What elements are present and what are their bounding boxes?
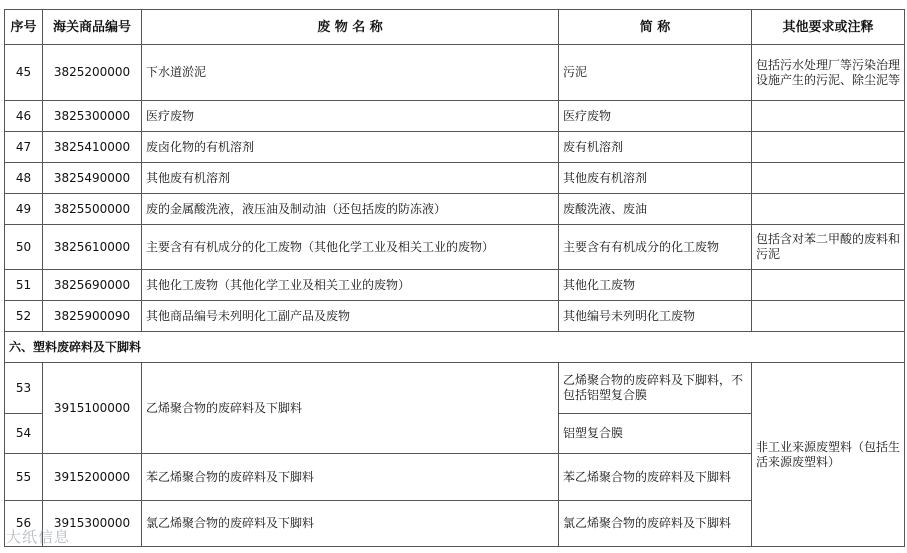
row-name: 废卤化物的有机溶剂 [142, 132, 559, 163]
row-name: 其他化工废物（其他化学工业及相关工业的废物） [142, 270, 559, 301]
row-seq: 50 [5, 225, 43, 270]
row-seq: 51 [5, 270, 43, 301]
table-row [5, 132, 905, 163]
row-other [752, 301, 905, 332]
row-code: 3825500000 [43, 194, 142, 225]
section-row [5, 332, 905, 363]
row-name: 废的金属酸洗液，液压油及制动油（还包括废的防冻液） [142, 194, 559, 225]
table-row [5, 45, 905, 101]
row-name: 乙烯聚合物的废碎料及下脚料 [142, 363, 559, 454]
row-name: 氯乙烯聚合物的废碎料及下脚料 [142, 501, 559, 547]
row-seq: 48 [5, 163, 43, 194]
row-other [752, 132, 905, 163]
row-other [752, 163, 905, 194]
row-code: 3825410000 [43, 132, 142, 163]
row-code: 3825490000 [43, 163, 142, 194]
row-seq: 55 [5, 454, 43, 501]
row-other: 包括含对苯二甲酸的废料和污泥 [752, 225, 905, 270]
row-name: 医疗废物 [142, 101, 559, 132]
header-short: 简 称 [559, 10, 752, 45]
row-code: 3915100000 [43, 363, 142, 454]
table-row [5, 163, 905, 194]
header-seq: 序号 [5, 10, 43, 45]
row-seq: 52 [5, 301, 43, 332]
row-code: 3825300000 [43, 101, 142, 132]
row-code: 3915300000 [43, 501, 142, 547]
row-seq: 53 [5, 363, 43, 414]
row-seq: 47 [5, 132, 43, 163]
table-row [5, 101, 905, 132]
table-row [5, 194, 905, 225]
header-row [5, 10, 905, 45]
table-row [5, 270, 905, 301]
row-name: 主要含有有机成分的化工废物（其他化学工业及相关工业的废物） [142, 225, 559, 270]
table-row [5, 225, 905, 270]
row-other [752, 101, 905, 132]
header-code: 海关商品编号 [43, 10, 142, 45]
row-name: 其他废有机溶剂 [142, 163, 559, 194]
row-other [752, 194, 905, 225]
row-short: 其他废有机溶剂 [559, 163, 752, 194]
row-name: 下水道淤泥 [142, 45, 559, 101]
row-code: 3915200000 [43, 454, 142, 501]
row-short: 废酸洗液、废油 [559, 194, 752, 225]
row-short: 乙烯聚合物的废碎料及下脚料，不包括铝塑复合膜 [559, 363, 752, 414]
row-short: 其他编号未列明化工废物 [559, 301, 752, 332]
row-other: 非工业来源废塑料（包括生活来源废塑料） [752, 363, 905, 547]
table-row [5, 301, 905, 332]
waste-table [4, 9, 905, 547]
row-code: 3825610000 [43, 225, 142, 270]
row-code: 3825900090 [43, 301, 142, 332]
watermark: 大纸信息 [6, 528, 71, 546]
row-short: 主要含有有机成分的化工废物 [559, 225, 752, 270]
section-title: 六、塑料废碎料及下脚料 [5, 332, 905, 363]
row-short: 污泥 [559, 45, 752, 101]
row-short: 铝塑复合膜 [559, 414, 752, 454]
row-short: 其他化工废物 [559, 270, 752, 301]
row-seq: 49 [5, 194, 43, 225]
row-short: 苯乙烯聚合物的废碎料及下脚料 [559, 454, 752, 501]
table-row [5, 363, 905, 414]
row-other [752, 270, 905, 301]
row-name: 苯乙烯聚合物的废碎料及下脚料 [142, 454, 559, 501]
row-seq: 54 [5, 414, 43, 454]
row-code: 3825690000 [43, 270, 142, 301]
row-other: 包括污水处理厂等污染治理设施产生的污泥、除尘泥等 [752, 45, 905, 101]
row-short: 医疗废物 [559, 101, 752, 132]
row-short: 氯乙烯聚合物的废碎料及下脚料 [559, 501, 752, 547]
row-short: 废有机溶剂 [559, 132, 752, 163]
row-seq: 46 [5, 101, 43, 132]
header-other: 其他要求或注释 [752, 10, 905, 45]
header-name: 废 物 名 称 [142, 10, 559, 45]
row-code: 3825200000 [43, 45, 142, 101]
row-name: 其他商品编号未列明化工副产品及废物 [142, 301, 559, 332]
row-seq: 56 [5, 501, 43, 547]
row-seq: 45 [5, 45, 43, 101]
